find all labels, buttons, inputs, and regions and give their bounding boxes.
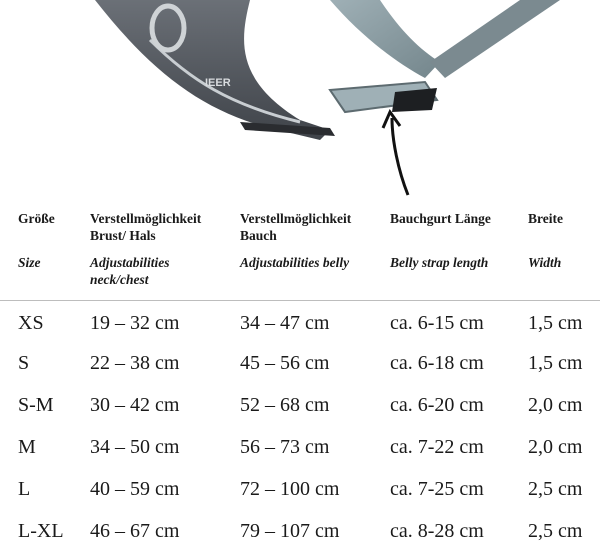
- header-belly: [240, 210, 380, 270]
- table-row: [0, 520, 600, 560]
- right-strap: [430, 0, 560, 78]
- table-row: [0, 394, 600, 434]
- cell-width: 1,5 cm: [528, 352, 583, 374]
- table-row: [0, 478, 600, 518]
- cell-neck: 19 – 32 cm: [90, 312, 180, 334]
- cell-belly: 45 – 56 cm: [240, 352, 330, 374]
- cell-belly: 56 – 73 cm: [240, 436, 330, 458]
- harness-body: [95, 0, 330, 140]
- cell-neck: 34 – 50 cm: [90, 436, 180, 458]
- cell-size: XS: [18, 312, 44, 334]
- cell-strap: ca. 8-28 cm: [390, 520, 484, 542]
- cell-size: L-XL: [18, 520, 64, 542]
- cell-size: L: [18, 478, 31, 500]
- cell-width: 2,0 cm: [528, 436, 583, 458]
- cell-belly: 79 – 107 cm: [240, 520, 340, 542]
- cell-belly: 34 – 47 cm: [240, 312, 330, 334]
- cell-neck: 30 – 42 cm: [90, 394, 180, 416]
- table-row: [0, 352, 600, 392]
- table-row: [0, 312, 600, 352]
- cell-neck: 46 – 67 cm: [90, 520, 180, 542]
- cell-neck: 40 – 59 cm: [90, 478, 180, 500]
- header-size-en: Size: [18, 255, 41, 270]
- cell-belly: 52 – 68 cm: [240, 394, 330, 416]
- header-width-de: Breite: [528, 211, 563, 226]
- cell-width: 2,5 cm: [528, 520, 583, 542]
- pointer-arrow: [392, 118, 408, 195]
- header-strap: [390, 210, 520, 270]
- cell-strap: ca. 6-20 cm: [390, 394, 484, 416]
- cell-strap: ca. 7-22 cm: [390, 436, 484, 458]
- cell-neck: 22 – 38 cm: [90, 352, 180, 374]
- cell-strap: ca. 7-25 cm: [390, 478, 484, 500]
- header-strap-en: Belly strap length: [390, 255, 489, 270]
- cell-strap: ca. 6-18 cm: [390, 352, 484, 374]
- cell-width: 1,5 cm: [528, 312, 583, 334]
- table-row: [0, 436, 600, 476]
- header-width: [528, 210, 598, 270]
- cell-strap: ca. 6-15 cm: [390, 312, 484, 334]
- harness-photo: [0, 0, 600, 200]
- header-size-de: Größe: [18, 211, 55, 226]
- padded-strap: [330, 0, 440, 78]
- header-neck: [90, 210, 230, 287]
- cell-size: S: [18, 352, 30, 374]
- header-belly-en: Adjustabilities belly: [240, 255, 350, 270]
- header-belly-de: Verstellmöglichkeit Bauch: [240, 211, 352, 243]
- cell-belly: 72 – 100 cm: [240, 478, 340, 500]
- header-neck-de: Verstellmöglichkeit Brust/ Hals: [90, 211, 202, 243]
- header-width-en: Width: [528, 255, 562, 270]
- cell-width: 2,5 cm: [528, 478, 583, 500]
- cell-size: S-M: [18, 394, 54, 416]
- header-neck-en: Adjustabilities neck/chest: [90, 255, 170, 287]
- header-divider: [0, 300, 600, 301]
- cell-size: M: [18, 436, 36, 458]
- header-strap-de: Bauchgurt Länge: [390, 211, 491, 226]
- harness-logo: IEER: [205, 77, 231, 89]
- cell-width: 2,0 cm: [528, 394, 583, 416]
- header-size: [18, 210, 78, 270]
